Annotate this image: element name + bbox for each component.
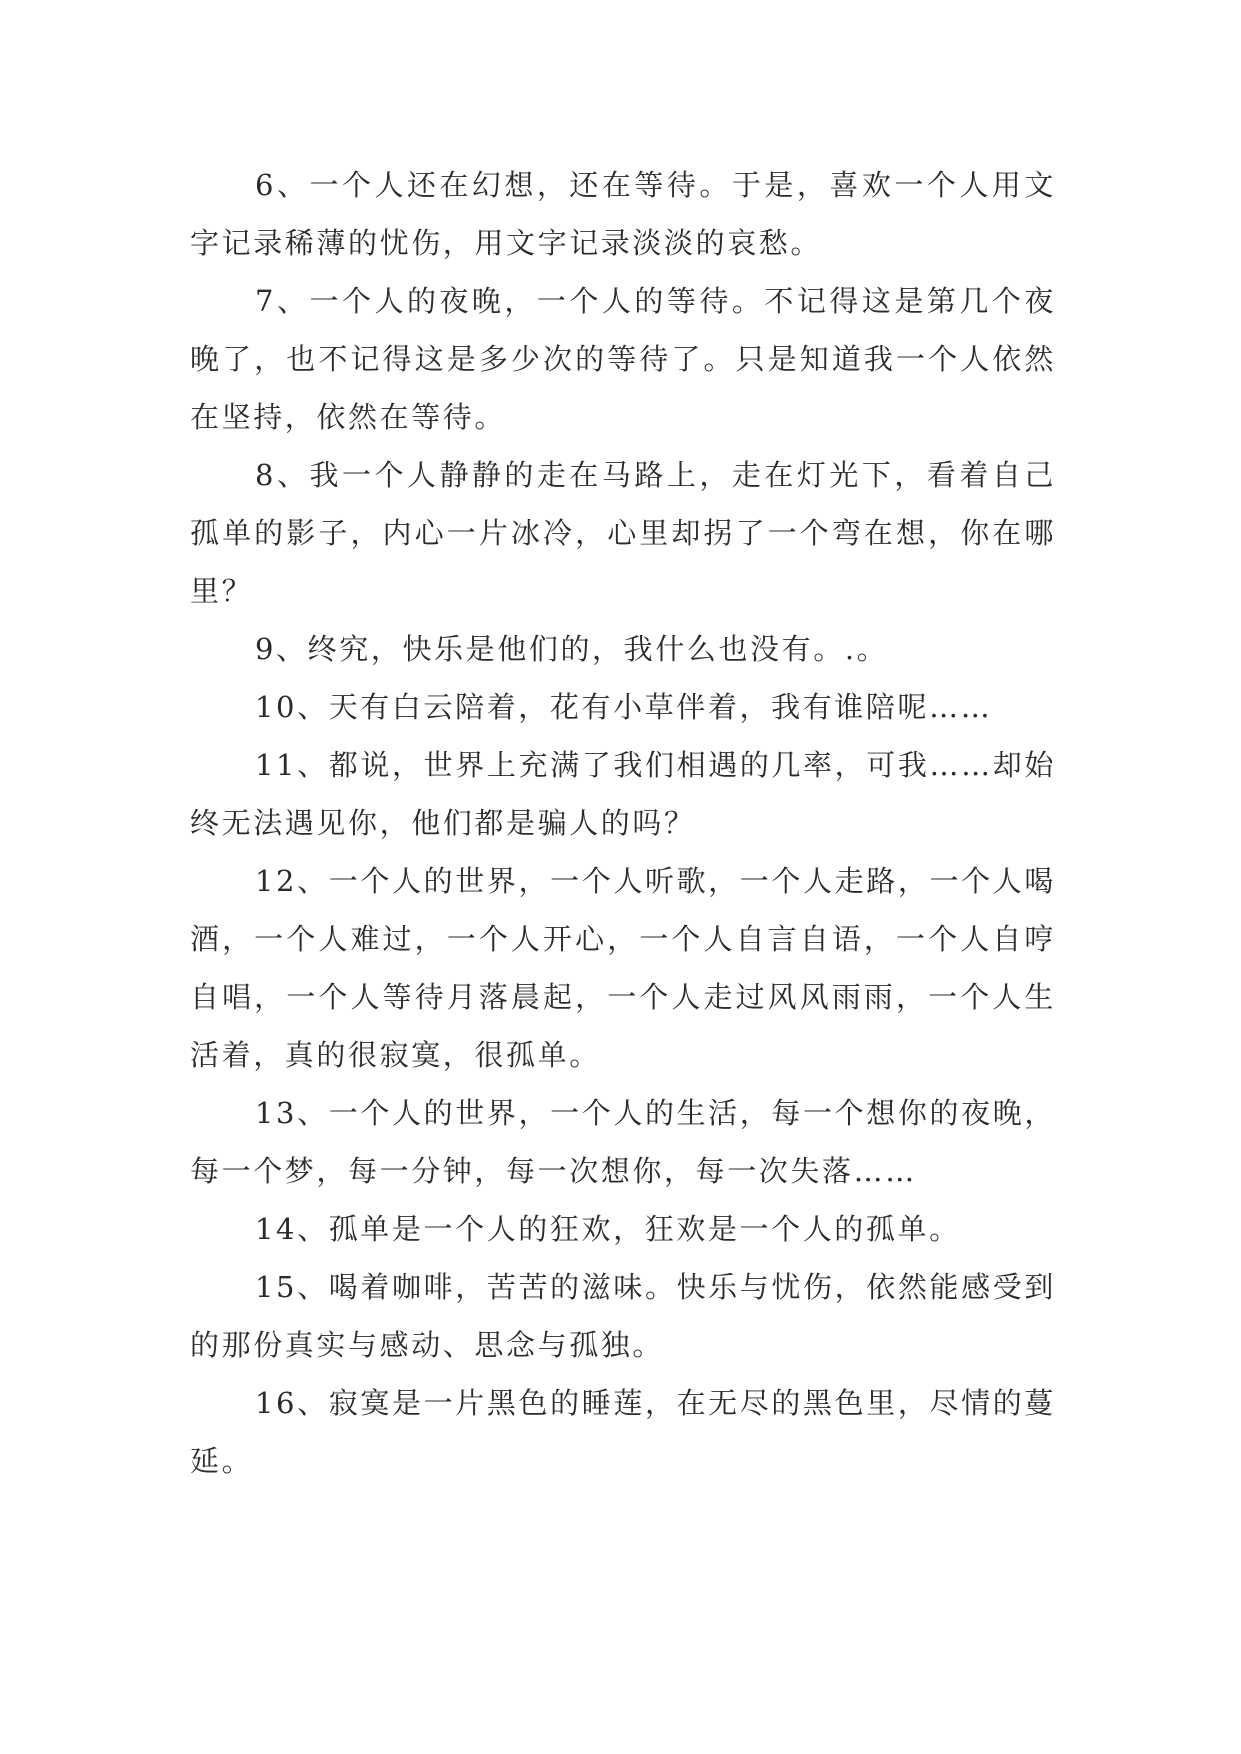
paragraph-13: 13、一个人的世界，一个人的生活，每一个想你的夜晚，每一个梦，每一分钟，每一次想你，每一次失落……: [190, 1096, 1056, 1188]
document-body: [190, 156, 1056, 1490]
paragraph-7: 7、一个人的夜晚，一个人的等待。不记得这是第几个夜晚了，也不记得这是多少次的等待了。只是知道我一个人依然在坚持，依然在等待。: [190, 284, 1056, 434]
paragraph-16: 16、寂寞是一片黑色的睡莲，在无尽的黑色里，尽情的蔓延。: [190, 1386, 1056, 1478]
paragraph-8: 8、我一个人静静的走在马路上，走在灯光下，看着自己孤单的影子，内心一片冰冷，心里却拐了一个弯在想，你在哪里？: [190, 458, 1056, 608]
paragraph-15: 15、喝着咖啡，苦苦的滋味。快乐与忧伤，依然能感受到的那份真实与感动、思念与孤独。: [190, 1270, 1056, 1362]
paragraph-9: 9、终究，快乐是他们的，我什么也没有。.。: [255, 632, 889, 666]
paragraph-12: 12、一个人的世界，一个人听歌，一个人走路，一个人喝酒，一个人难过，一个人开心，一个人自言自语，一个人自哼自唱，一个人等待月落晨起，一个人走过风风雨雨，一个人生活着，真的很寂寞，很孤单。: [190, 864, 1056, 1072]
paragraph-6: 6、一个人还在幻想，还在等待。于是，喜欢一个人用文字记录稀薄的忧伤，用文字记录淡淡的哀愁。: [190, 168, 1056, 260]
paragraph-10: 10、天有白云陪着，花有小草伴着，我有谁陪呢……: [255, 690, 993, 724]
paragraph-14: 14、孤单是一个人的狂欢，狂欢是一个人的孤单。: [255, 1212, 961, 1246]
paragraph-11: 11、都说，世界上充满了我们相遇的几率，可我……却始终无法遇见你，他们都是骗人的吗？: [190, 748, 1056, 840]
